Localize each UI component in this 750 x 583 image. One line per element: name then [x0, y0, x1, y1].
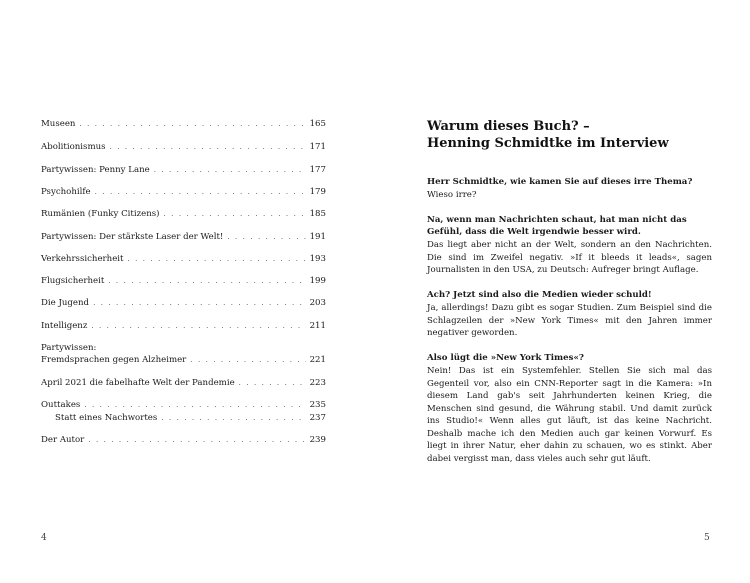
qa-block: [427, 289, 712, 339]
toc-entry[interactable]: [41, 377, 326, 389]
toc-entry[interactable]: [41, 208, 326, 220]
toc-title: Statt eines Nachwortes: [55, 413, 158, 423]
toc-title: April 2021 die fabelhafte Welt der Pandemie: [41, 378, 235, 388]
toc-entry[interactable]: [41, 118, 326, 130]
qa-block: [427, 352, 712, 465]
chapter-heading-line2: Henning Schmidtke im Interview: [427, 136, 669, 151]
toc-page: 177: [309, 165, 326, 175]
toc-entry[interactable]: [41, 186, 326, 198]
toc-entry[interactable]: [41, 297, 326, 309]
interview-answer: Ja, allerdings! Dazu gibt es sogar Studien. Zum Beispiel sind die Schlagzeilen der »New York Times« mit den Jahren immer negativer geworden.: [427, 302, 712, 339]
toc-leader: [239, 377, 306, 389]
toc-leader: [88, 434, 305, 446]
toc-leader: [164, 208, 306, 220]
interview-question: Herr Schmidtke, wie kamen Sie auf dieses irre Thema?: [427, 177, 693, 187]
toc-title: Partywissen: Penny Lane: [41, 165, 150, 175]
toc-page: 235: [309, 400, 326, 410]
toc-title: Partywissen: Der stärkste Laser der Welt!: [41, 232, 224, 242]
right-page: [375, 0, 750, 583]
toc-page: 193: [309, 254, 326, 264]
interview-question: Also lügt die »New York Times«?: [427, 353, 584, 364]
toc-page: 165: [309, 119, 326, 129]
toc-page: 185: [309, 209, 326, 219]
toc-entry[interactable]: [41, 275, 326, 287]
toc-entry[interactable]: [41, 434, 326, 446]
toc-leader: [154, 164, 306, 176]
toc-title: Flugsicherheit: [41, 276, 105, 286]
toc-title-line1: Partywissen:: [41, 343, 97, 353]
toc-leader: [161, 412, 305, 424]
toc-title: Abolitionismus: [41, 142, 106, 152]
toc-leader: [127, 253, 305, 265]
toc-leader: [84, 399, 305, 411]
toc-entry[interactable]: [41, 412, 326, 424]
toc-page: 171: [309, 142, 326, 152]
toc-entry[interactable]: [41, 342, 326, 366]
toc-entry[interactable]: [41, 253, 326, 265]
toc-page: 211: [309, 321, 326, 331]
toc-leader: [110, 141, 306, 153]
toc-page: 239: [309, 435, 326, 445]
toc-leader: [91, 320, 305, 332]
chapter-heading: [427, 118, 712, 152]
toc-entry[interactable]: [41, 164, 326, 176]
toc-entry[interactable]: [41, 231, 326, 243]
toc-title: Die Jugend: [41, 298, 90, 308]
toc-title: Der Autor: [41, 435, 85, 445]
toc-page: 237: [309, 413, 326, 423]
interview-answer: Wieso irre?: [427, 189, 477, 200]
toc-page: 203: [309, 298, 326, 308]
interview-question: Na, wenn man Nachrichten schaut, hat man nicht das Gefühl, dass die Welt irgendwie besser wird.: [427, 214, 687, 238]
toc-title: Rumänien (Funky Citizens): [41, 209, 160, 219]
toc-leader: [93, 297, 306, 309]
interview-answer: Das liegt aber nicht an der Welt, sondern an den Nachrichten. Die sind im Zweifel negativ. »If it bleeds it leads«, sagen Journalisten in den USA, zu Deutsch: Aufreger bringt Auflage.: [427, 239, 712, 276]
toc-title: Intelligenz: [41, 321, 88, 331]
interview-question: Ach? Jetzt sind also die Medien wieder schuld!: [427, 290, 652, 301]
toc-leader: [79, 118, 305, 130]
toc-page: 191: [309, 232, 326, 242]
toc-entry[interactable]: [41, 320, 326, 332]
toc-title: Outtakes: [41, 400, 81, 410]
qa-block: [427, 214, 712, 277]
toc-page: 199: [309, 276, 326, 286]
page-number: 5: [704, 533, 710, 543]
toc-title: Museen: [41, 119, 76, 129]
toc-title: Fremdsprachen gegen Alzheimer: [41, 355, 187, 365]
chapter-heading-line1: Warum dieses Buch? –: [427, 119, 590, 134]
interview-article: [427, 118, 712, 466]
toc-leader: [227, 231, 305, 243]
toc-leader: [95, 186, 306, 198]
toc-entry[interactable]: [41, 399, 326, 411]
toc-entry[interactable]: [41, 141, 326, 153]
toc-leader: [108, 275, 305, 287]
toc-page: 223: [309, 378, 326, 388]
toc-page: 179: [309, 187, 326, 197]
page-number: 4: [41, 533, 47, 543]
qa-block: [427, 176, 712, 201]
toc-title: Verkehrssicherheit: [41, 254, 124, 264]
interview-answer: Nein! Das ist ein Systemfehler. Stellen Sie sich mal das Gegenteil vor, also ein CNN-Reporter sagt in die Kamera: »In diesem Land gab's seit Jahrhunderten keinen Krieg, die Menschen sind gesund, die Währung stabil. Und damit zurück ins Studio!« Wenn alles gut läuft, ist das keine Nachricht. Deshalb mache ich den Medien auch gar keinen Vorwurf. Es liegt in ihrer Natur, eher dahin zu schauen, wo es stinkt. Aber dabei vergisst man, dass vieles auch sehr gut läuft.: [427, 365, 712, 465]
toc-leader: [190, 354, 305, 366]
toc-page: 221: [309, 355, 326, 365]
toc-title: Psychohilfe: [41, 187, 91, 197]
